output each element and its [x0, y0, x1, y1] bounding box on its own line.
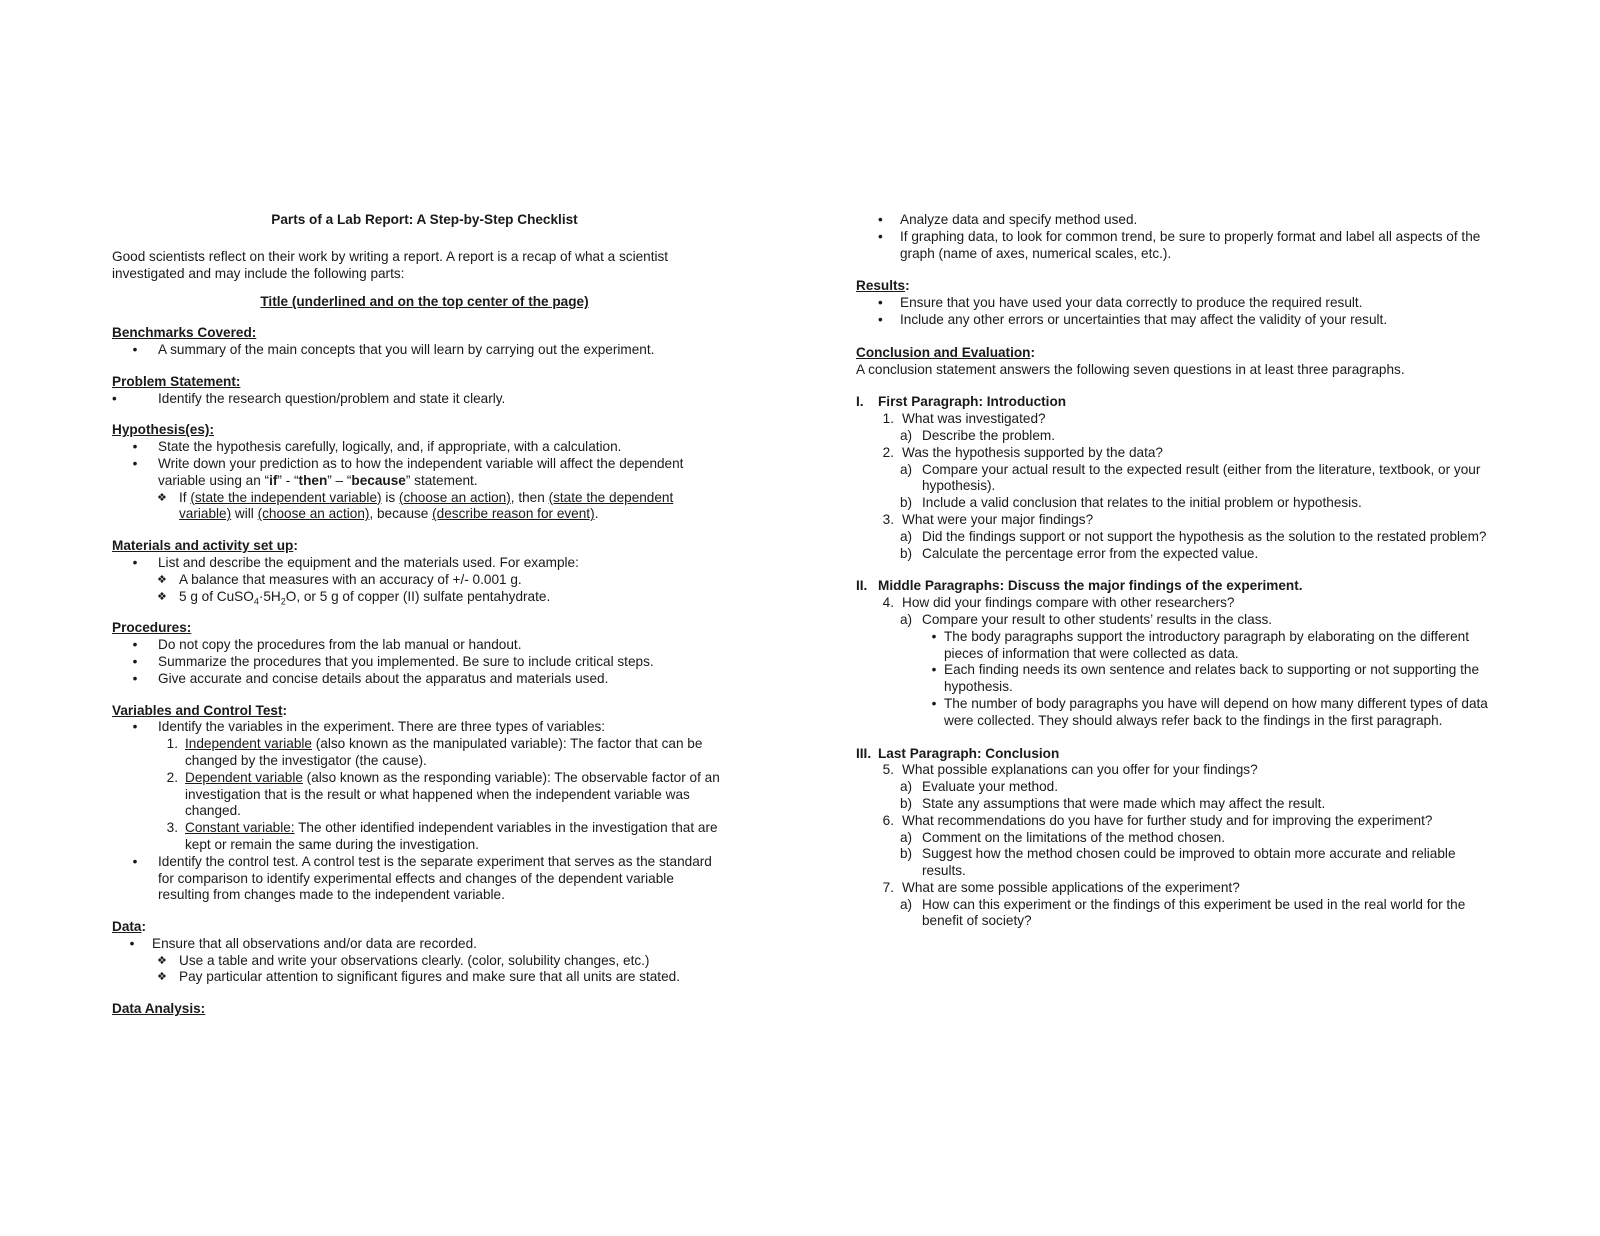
list-item: ❖ If (state the independent variable) is (choose an action), then (state the dependent variable) will (choose an action), because (describe reason for event).: [112, 490, 727, 524]
list-item: 3. What were your major findings?: [882, 511, 1094, 527]
bullet-icon: •: [132, 670, 138, 686]
list-item: • Include any other errors or uncertainties that may affect the validity of your result.: [878, 311, 1388, 327]
list-item: • The number of body paragraphs you have will depend on how many different types of data were collected. They should always refer back to the findings in the first paragraph.: [856, 696, 1493, 730]
list-item: • Analyze data and specify method used.: [878, 212, 1138, 227]
list-item: 7. What are some possible applications of the experiment?: [882, 879, 1240, 895]
variables-section: [112, 703, 727, 905]
list-item: b) Include a valid conclusion that relates to the initial problem or hypothesis.: [900, 495, 1362, 511]
bullet-icon: •: [878, 311, 883, 327]
bullet-icon: •: [132, 853, 138, 869]
diamond-bullet-icon: ❖: [157, 954, 167, 967]
part-heading: III. Last Paragraph: Conclusion: [856, 745, 1060, 761]
benchmarks-heading: Benchmarks Covered:: [112, 325, 257, 341]
hypothesis-section: [112, 422, 727, 523]
list-item: • Ensure that you have used your data correctly to produce the required result.: [878, 295, 1363, 311]
list-item: 3. Constant variable: The other identified independent variables in the investigation that are kept or remain the same during the investigation.: [166, 820, 718, 852]
bullet-icon: •: [132, 455, 138, 471]
list-item: 4. How did your findings compare with other researchers?: [882, 595, 1235, 611]
benchmarks-section: [112, 325, 727, 359]
intro-paragraph: Good scientists reflect on their work by writing a report. A report is a recap of what a scientist investigated and may include the following parts:: [112, 248, 669, 281]
bullet-icon: •: [112, 390, 117, 406]
list-item: • If graphing data, to look for common trend, be sure to properly format and label all aspects of the graph (name of axes, numerical scales, etc.).: [878, 228, 1481, 261]
materials-heading: Materials and activity set up:: [112, 538, 298, 554]
hypothesis-heading: Hypothesis(es):: [112, 422, 214, 438]
title-instruction: Title (underlined and on the top center of the page): [260, 294, 589, 310]
bullet-icon: •: [931, 628, 937, 644]
bullet-icon: •: [878, 212, 883, 227]
list-item: a) Compare your result to other students’ results in the class.: [900, 611, 1273, 627]
bullet-icon: •: [931, 695, 937, 711]
diamond-bullet-icon: ❖: [157, 971, 167, 984]
results-heading: Results:: [856, 278, 910, 294]
list-item: b) Calculate the percentage error from the expected value.: [900, 545, 1259, 561]
conclusion-section: [856, 345, 1493, 931]
bullet-icon: •: [132, 653, 138, 669]
right-column: [856, 212, 1493, 930]
bullet-icon: •: [129, 935, 135, 951]
list-item: 2. Dependent variable (also known as the responding variable): The observable factor of an investigation that is the result or what happened when the independent variable was changed.: [166, 769, 720, 819]
list-item: b) Suggest how the method chosen could be improved to obtain more accurate and reliable results.: [900, 846, 1456, 879]
problem-heading: Problem Statement:: [112, 373, 241, 389]
document-title: Parts of a Lab Report: A Step-by-Step Checklist: [271, 212, 578, 227]
list-item: b) State any assumptions that were made which may affect the result.: [900, 795, 1326, 811]
bullet-icon: •: [878, 228, 883, 244]
list-item: • The body paragraphs support the introductory paragraph by elaborating on the different pieces of information that were collected as data.: [856, 629, 1493, 663]
variables-heading: Variables and Control Test:: [112, 702, 287, 718]
bullet-icon: •: [132, 719, 138, 735]
list-item: 6. What recommendations do you have for further study and for improving the experiment?: [882, 812, 1433, 828]
conclusion-heading: Conclusion and Evaluation:: [856, 344, 1035, 360]
list-item: • Give accurate and concise details about the apparatus and materials used.: [112, 671, 727, 688]
list-item: • Summarize the procedures that you implemented. Be sure to include critical steps.: [112, 654, 727, 671]
list-item: ❖ Use a table and write your observations clearly. (color, solubility changes, etc.): [112, 953, 727, 970]
part-heading: II. Middle Paragraphs: Discuss the major findings of the experiment.: [856, 578, 1303, 594]
part-heading: I. First Paragraph: Introduction: [856, 394, 1067, 410]
procedures-section: [112, 620, 727, 687]
results-section: [856, 278, 1493, 328]
bullet-icon: •: [132, 554, 138, 570]
diamond-bullet-icon: ❖: [157, 573, 167, 586]
list-item: a) Evaluate your method.: [900, 779, 1059, 795]
conclusion-intro: A conclusion statement answers the following seven questions in at least three paragraphs.: [856, 361, 1405, 377]
bullet-icon: •: [132, 439, 138, 455]
list-item: 5. What possible explanations can you offer for your findings?: [882, 762, 1258, 778]
bullet-icon: •: [132, 341, 138, 357]
list-item: • Do not copy the procedures from the lab manual or handout.: [112, 637, 727, 654]
list-item: a) Did the findings support or not support the hypothesis as the solution to the restated problem?: [900, 528, 1487, 544]
list-item: 1. Independent variable (also known as the manipulated variable): The factor that can be changed by the investigator (the cause).: [166, 736, 703, 768]
list-item: ❖ A balance that measures with an accuracy of +/- 0.001 g.: [112, 572, 727, 589]
list-item: • List and describe the equipment and the materials used. For example:: [112, 555, 727, 572]
diamond-bullet-icon: ❖: [157, 590, 167, 603]
bullet-icon: •: [878, 295, 883, 311]
list-item: • Write down your prediction as to how the independent variable will affect the dependent variable using an “if” - “then” – “because” statement.: [112, 456, 727, 490]
bullet-icon: •: [931, 662, 937, 678]
procedures-heading: Procedures:: [112, 620, 192, 636]
list-item: 2. Was the hypothesis supported by the data?: [882, 444, 1163, 460]
data-heading: Data:: [112, 919, 146, 935]
list-item: a) Comment on the limitations of the method chosen.: [900, 829, 1225, 845]
list-item: ❖ 5 g of $CuSO_4\cdot 5H_2O$, or 5 g of copper (II) sulfate pentahydrate.: [112, 589, 727, 606]
list-item: • Identify the variables in the experiment. There are three types of variables:: [112, 719, 727, 736]
analysis-heading: Data Analysis:: [112, 1001, 206, 1017]
materials-section: [112, 538, 727, 605]
list-item: • Each finding needs its own sentence and relates back to supporting or not supporting the hypothesis.: [856, 662, 1493, 696]
bullet-icon: •: [132, 637, 138, 653]
data-section: [112, 919, 727, 986]
list-item: • Ensure that all observations and/or data are recorded.: [112, 936, 727, 953]
list-item: a) Describe the problem.: [900, 427, 1055, 443]
left-column: [112, 212, 727, 1018]
analysis-section: [112, 1001, 727, 1018]
list-item: ❖ Pay particular attention to significant figures and make sure that all units are stated.: [112, 969, 727, 986]
list-item: a) Compare your actual result to the expected result (either from the literature, textbook, or your hypothesis).: [900, 461, 1481, 494]
list-item: a) How can this experiment or the findings of this experiment be used in the real world for the benefit of society?: [900, 896, 1466, 929]
diamond-bullet-icon: ❖: [157, 491, 167, 504]
list-item: • Identify the control test. A control test is the separate experiment that serves as the standard for comparison to identify experimental effects and changes of the dependent variable resulting from changes made to the independent variable.: [112, 854, 727, 904]
list-item: 1. What was investigated?: [882, 411, 1046, 427]
list-item: • Identify the research question/problem and state it clearly.: [112, 390, 506, 406]
list-item: • State the hypothesis carefully, logically, and, if appropriate, with a calculation.: [112, 439, 727, 456]
problem-section: [112, 374, 727, 408]
list-item: • A summary of the main concepts that you will learn by carrying out the experiment.: [112, 342, 727, 359]
